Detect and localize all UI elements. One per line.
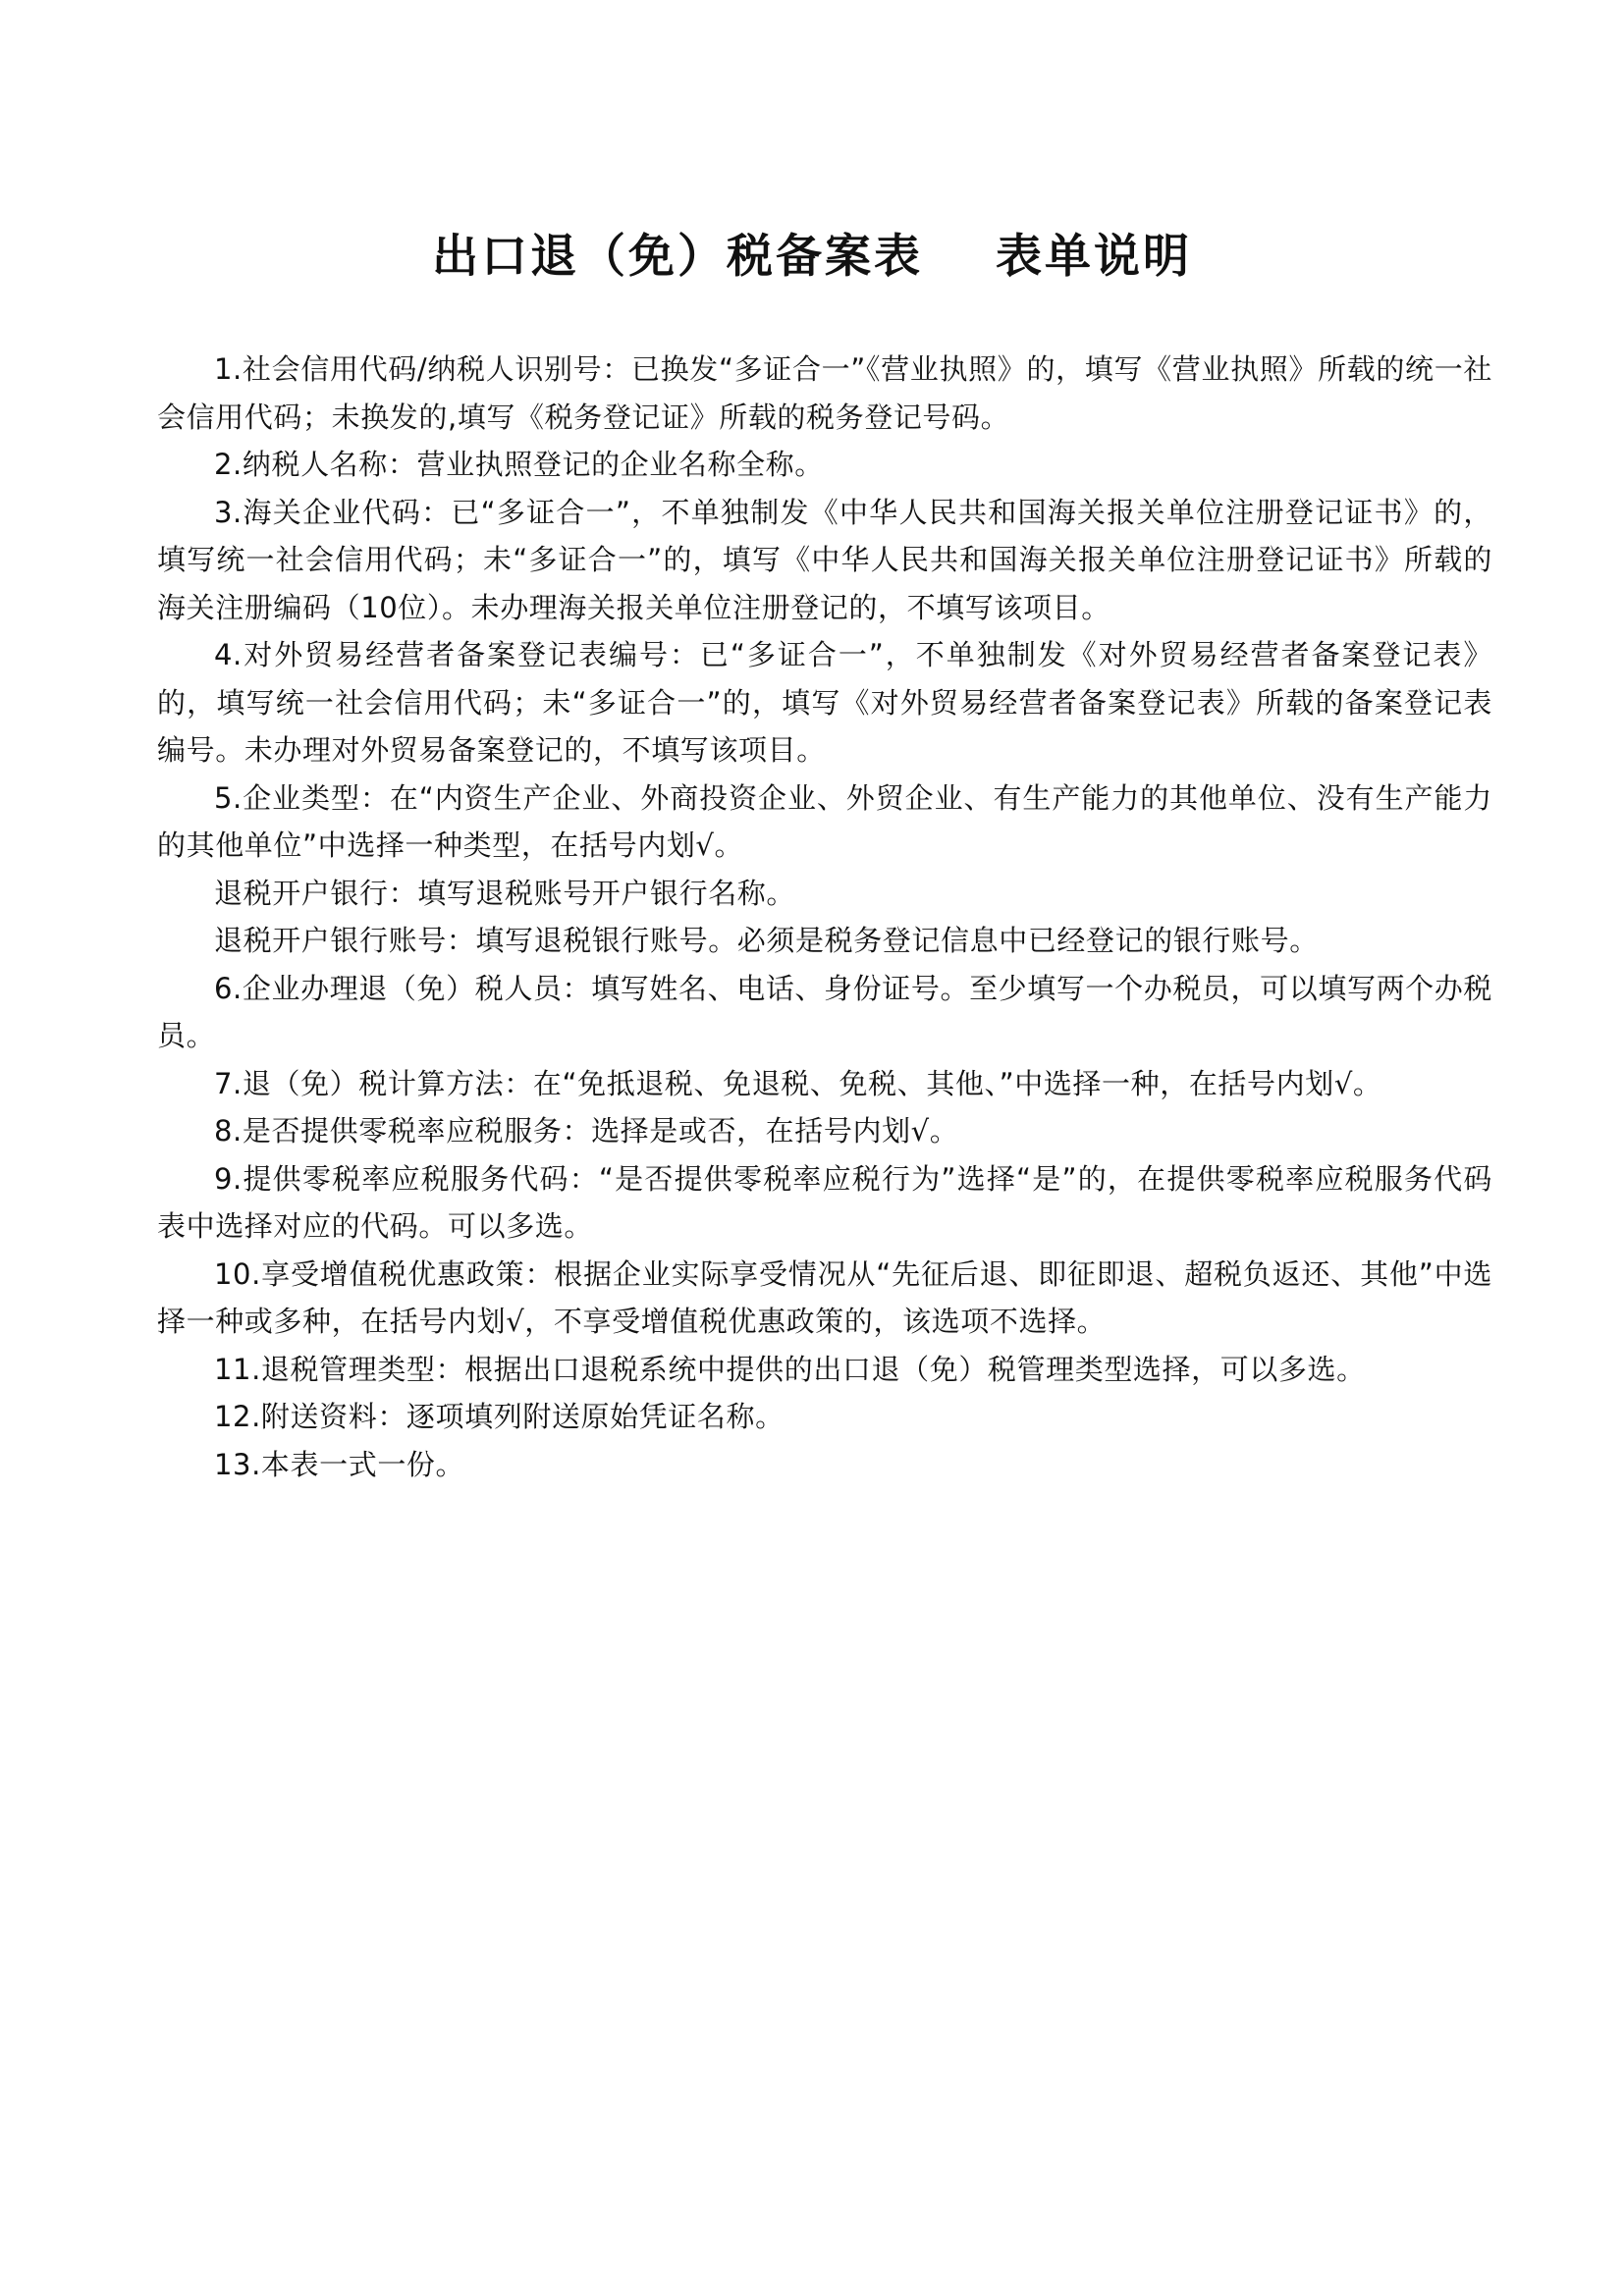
instruction-paragraph: 9.提供零税率应税服务代码：“是否提供零税率应税行为”选择“是”的，在提供零税率应税服务代码表中选择对应的代码。可以多选。 [157, 1161, 1492, 1243]
instruction-paragraph: 12.附送资料：逐项填列附送原始凭证名称。 [214, 1400, 785, 1433]
instruction-paragraph: 2.纳税人名称：营业执照登记的企业名称全称。 [214, 448, 824, 481]
instruction-paragraph: 10.享受增值税优惠政策：根据企业实际享受情况从“先征后退、即征即退、超税负返还、其他”中选择一种或多种，在括号内划√，不享受增值税优惠政策的，该选项不选择。 [157, 1256, 1492, 1338]
instructions-body [157, 346, 1492, 1488]
instruction-paragraph: 3.海关企业代码：已“多证合一”，不单独制发《中华人民共和国海关报关单位注册登记证书》的，填写统一社会信用代码；未“多证合一”的，填写《中华人民共和国海关报关单位注册登记证书》所载的海关注册编码（10位）。未办理海关报关单位注册登记的，不填写该项目。 [157, 495, 1492, 624]
instruction-paragraph: 6.企业办理退（免）税人员：填写姓名、电话、身份证号。至少填写一个办税员，可以填写两个办税员。 [157, 971, 1492, 1052]
instruction-paragraph: 4.对外贸易经营者备案登记表编号：已“多证合一”，不单独制发《对外贸易经营者备案登记表》的，填写统一社会信用代码；未“多证合一”的，填写《对外贸易经营者备案登记表》所载的备案登记表编号。未办理对外贸易备案登记的，不填写该项目。 [157, 638, 1492, 767]
instruction-paragraph: 退税开户银行账号：填写退税银行账号。必须是税务登记信息中已经登记的银行账号。 [214, 924, 1319, 957]
instruction-paragraph: 退税开户银行：填写退税账号开户银行名称。 [214, 876, 796, 910]
instruction-paragraph: 8.是否提供零税率应税服务：选择是或否，在括号内划√。 [214, 1114, 959, 1148]
title-sub: 表单说明 [996, 230, 1192, 284]
instruction-paragraph: 11.退税管理类型：根据出口退税系统中提供的出口退（免）税管理类型选择，可以多选。 [214, 1352, 1366, 1386]
instruction-paragraph: 1.社会信用代码/纳税人识别号：已换发“多证合一”《营业执照》的，填写《营业执照》所载的统一社会信用代码；未换发的,填写《税务登记证》所载的税务登记号码。 [157, 352, 1492, 434]
instruction-paragraph: 13.本表一式一份。 [214, 1447, 465, 1481]
page-title [0, 228, 1624, 287]
title-main: 出口退（免）税备案表 [432, 230, 923, 284]
instruction-paragraph: 5.企业类型：在“内资生产企业、外商投资企业、外贸企业、有生产能力的其他单位、没有生产能力的其他单位”中选择一种类型，在括号内划√。 [157, 780, 1492, 862]
instruction-paragraph: 7.退（免）税计算方法：在“免抵退税、免退税、免税、其他、”中选择一种，在括号内划√。 [214, 1066, 1382, 1100]
